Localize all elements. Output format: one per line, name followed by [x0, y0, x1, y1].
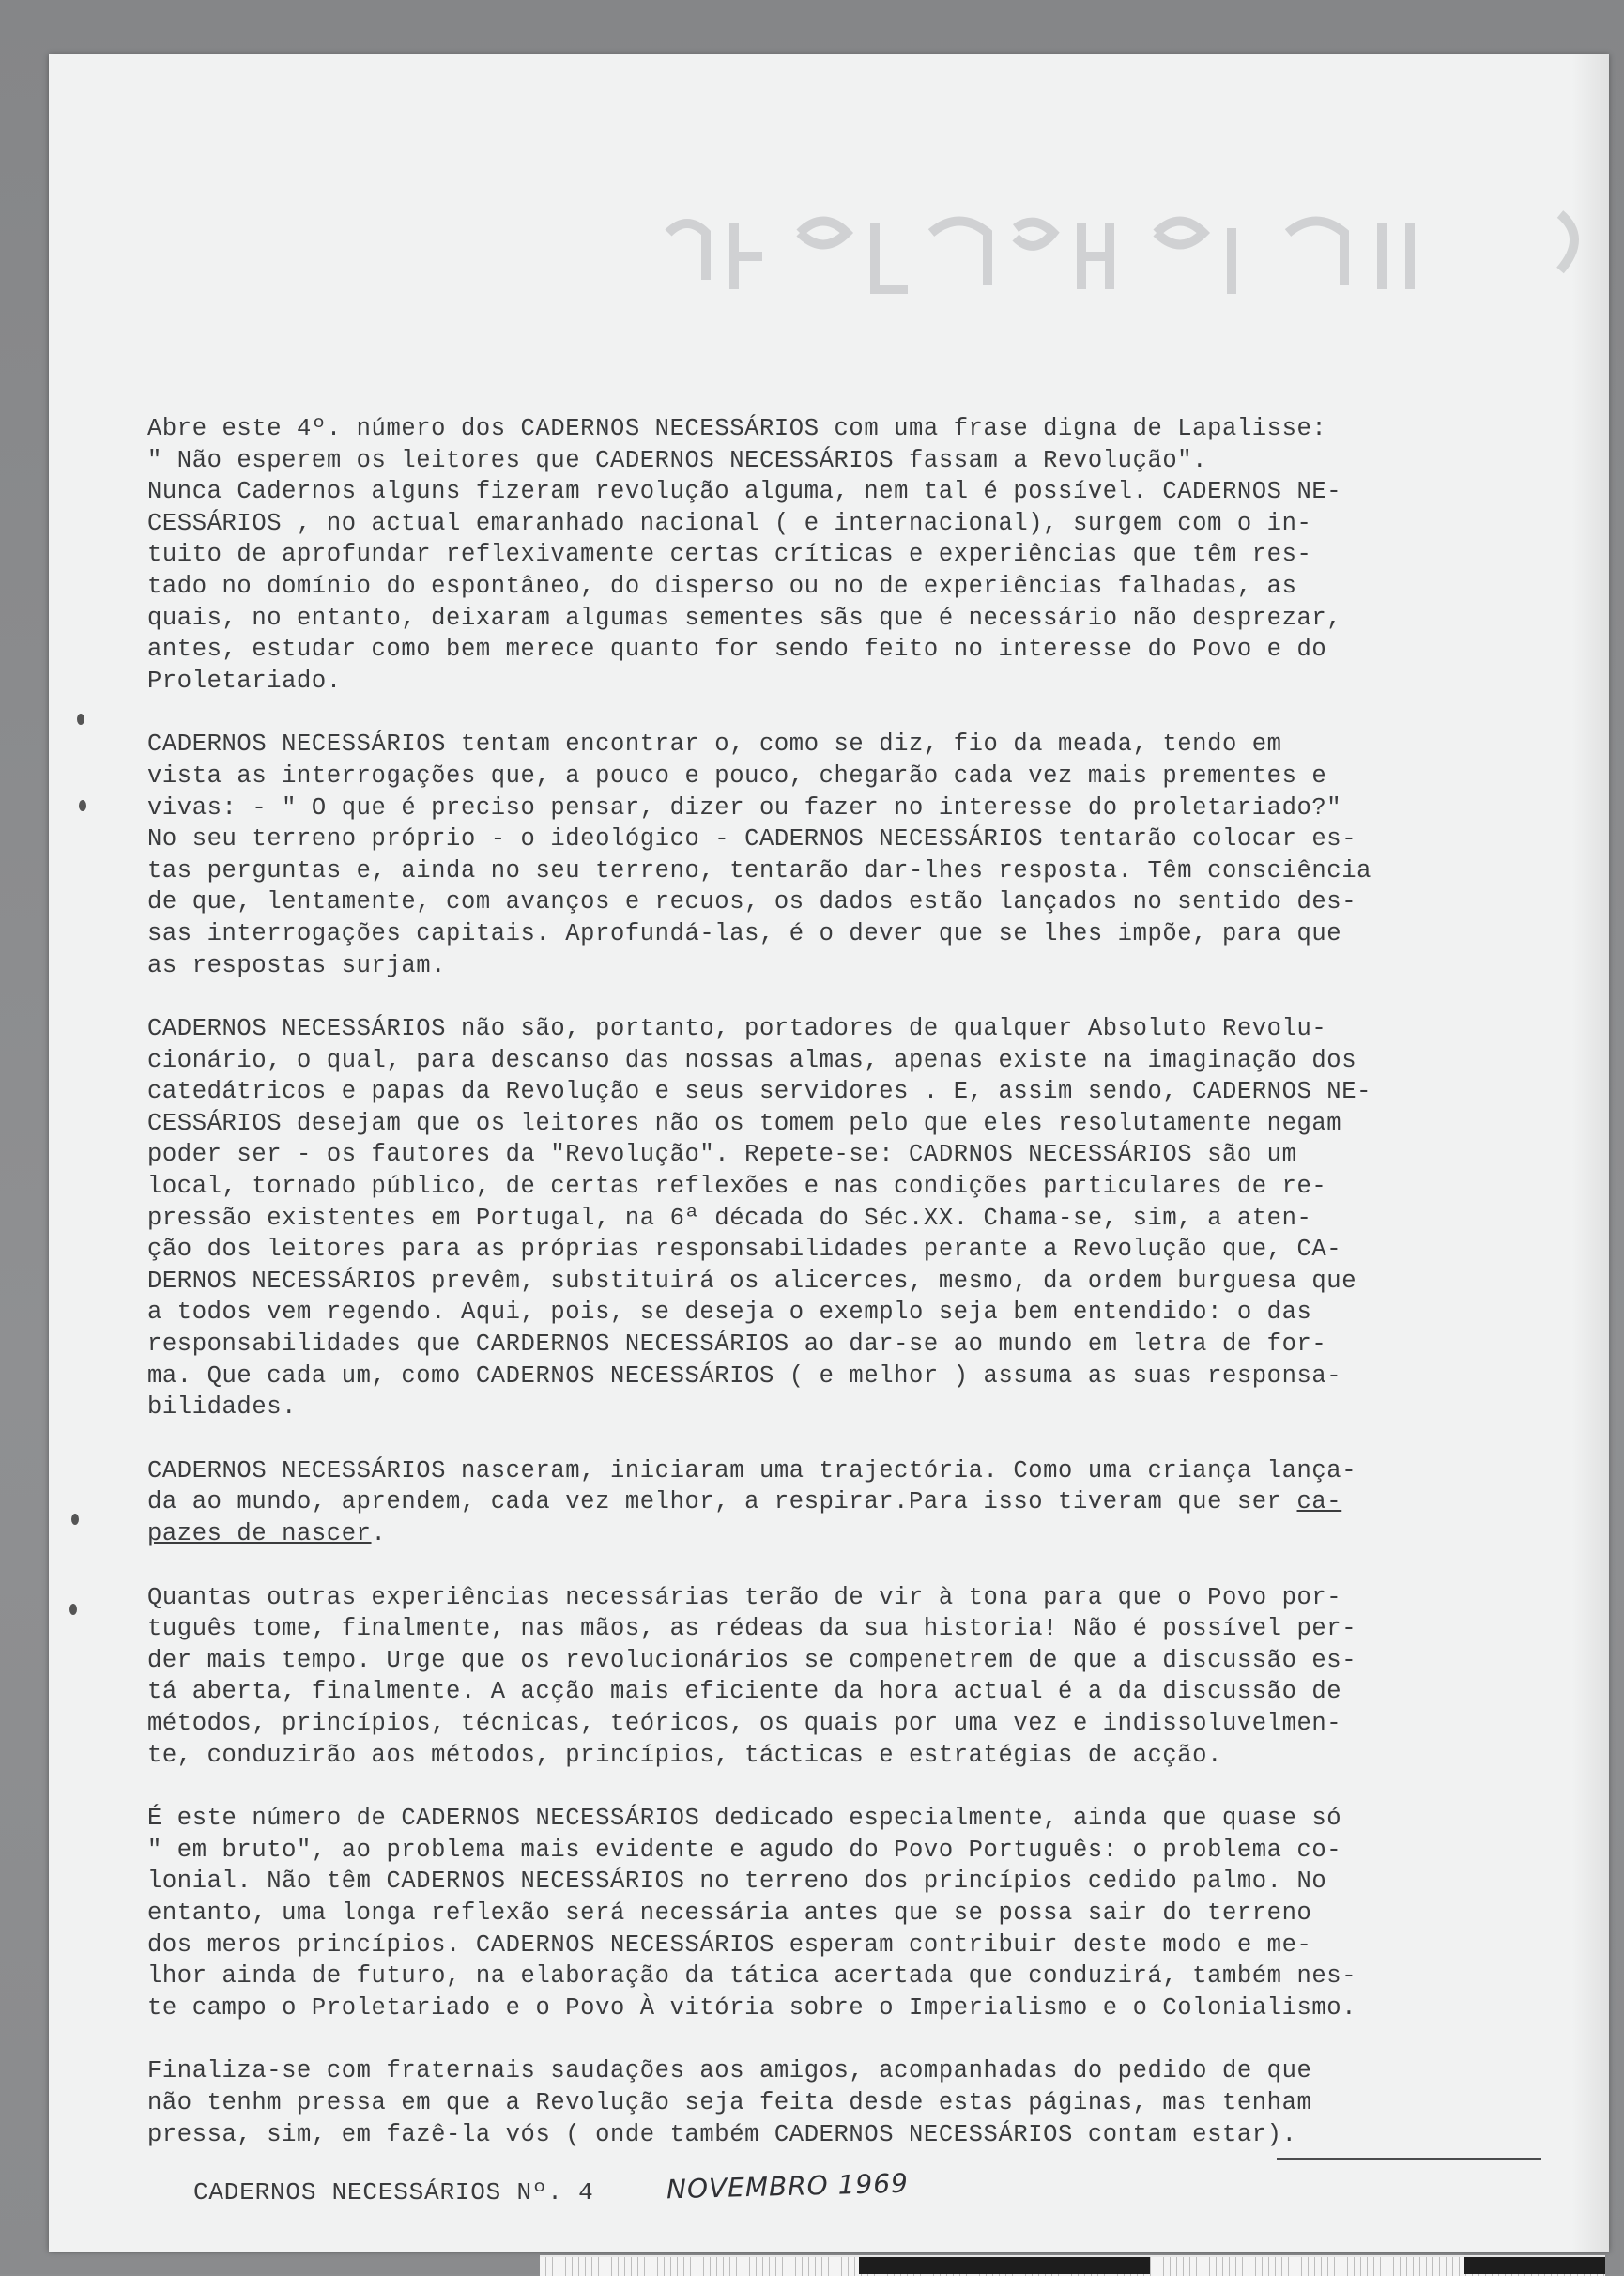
footer-title: CADERNOS NECESSÁRIOS Nº. 4 [193, 2178, 594, 2207]
binding-mark-4 [69, 1604, 77, 1615]
paragraph-5: Quantas outras experiências necessárias terão de vir à tona para que o Povo por- tuguês tome, finalmente, nas mãos, as rédeas da sua historia! Não é possível per- der mais tempo. Urge que os revolucionários se compenetrem de que a discussão es- tá aberta, finalmente. A acção mais eficiente da hora actual é a da discussão de métodos, princípios, técnicas, teóricos, os quais por uma vez e indissoluvelmen- te, conduzirão aos métodos, princípios, tácticas e estratégias de acção. [147, 1583, 1357, 1769]
paragraph-4-tail: . [371, 1520, 387, 1547]
binding-mark-2 [79, 800, 86, 811]
footer-rule [1277, 2158, 1541, 2160]
binding-mark-1 [77, 714, 84, 725]
underlined-phrase: ca- pazes de nascer [147, 1488, 1342, 1547]
paragraph-3: CADERNOS NECESSÁRIOS não são, portanto, portadores de qualquer Absoluto Revolu- cionário, o qual, para descanso das nossas almas, apenas existe na imaginação dos catedátricos e papas da Revolução e seus servidores . E, assim sendo, CADERNOS NE- CESSÁRIOS desejam que os leitores não os tomem pelo que eles resolutamente negam poder ser - os fautores da "Revolução". Repete-se: CADRNOS NECESSÁRIOS são um local, tornado público, de certas reflexões e nas condições particulares de re- pressão existentes em Portugal, na 6ª década do Séc.XX. Chama-se, sim, a aten- ção dos leitores para as próprias responsabilidades perante a Revolução que, CA- DERNOS NECESSÁRIOS prevêm, substituirá os alicerces, mesmo, da ordem burguesa que a todos vem regendo. Aqui, pois, se deseja o exemplo seja bem entendido: o das responsabilidades que CARDERNOS NECESSÁRIOS ao dar-se ao mundo em letra de for- ma. Que cada um, como CADERNOS NECESSÁRIOS ( e melhor ) assuma as suas responsa- bilidades. [147, 1015, 1372, 1422]
scale-ruler-dark-segment-2 [1464, 2257, 1605, 2274]
paragraph-7: Finaliza-se com fraternais saudações aos amigos, acompanhadas do pedido de que não tenhm pressa em que a Revolução seja feita desde estas páginas, mas tenham pressa, sim, em fazê-la vós ( onde também CADERNOS NECESSÁRIOS contam estar). [147, 2057, 1312, 2148]
paragraph-4 [147, 1455, 1574, 1550]
paragraph-1: Abre este 4º. número dos CADERNOS NECESSÁRIOS com uma frase digna de Lapalisse: " Não esperem os leitores que CADERNOS NECESSÁRIOS fassam a Revolução". Nunca Cadernos alguns fizeram revolução alguma, nem tal é possível. CADERNOS NE- CESSÁRIOS , no actual emaranhado nacional ( e internacional), surgem com o in- tuito de aprofundar reflexivamente certas críticas e experiências que têm res- tado no domínio do espontâneo, do disperso ou no de experiências falhadas, as quais, no entanto, deixaram algumas sementes sãs que é necessário não desprezar, antes, estudar como bem merece quanto for sendo feito no interesse do Povo e do Proletariado. [147, 415, 1342, 695]
page-edge-shadow [1571, 54, 1609, 2252]
binding-mark-3 [71, 1514, 79, 1525]
paragraph-4-text: CADERNOS NECESSÁRIOS nasceram, iniciaram uma trajectória. Como uma criança lança- da ao mundo, aprendem, cada vez melhor, a respirar.Para isso tiveram que ser [147, 1456, 1357, 1516]
footer-handwritten-date: NOVEMBRO 1969 [666, 2167, 910, 2206]
body-text [147, 413, 1574, 2182]
scale-ruler-dark-segment [859, 2257, 1150, 2274]
paragraph-6: É este número de CADERNOS NECESSÁRIOS dedicado especialmente, ainda que quase só " em bruto", ao problema mais evidente e agudo do Povo Português: o problema co- lonial. Não têm CADERNOS NECESSÁRIOS no terreno dos princípios cedido palmo. No entanto, uma longa reflexão será necessária antes que se possa sair do terreno dos meros princípios. CADERNOS NECESSÁRIOS esperam contribuir deste modo e me- lhor ainda de futuro, na elaboração da tática acertada que conduzirá, também nes- te campo o Proletariado e o Povo À vitória sobre o Imperialismo e o Colonialismo. [147, 1805, 1357, 2022]
paragraph-2: CADERNOS NECESSÁRIOS tentam encontrar o, como se diz, fio da meada, tendo em vista as interrogações que, a pouco e pouco, chegarão cada vez mais prementes e vivas: - " O que é preciso pensar, dizer ou fazer no interesse do proletariado?" No seu terreno próprio - o ideológico - CADERNOS NECESSÁRIOS tentarão colocar es- tas perguntas e, ainda no seu terreno, tentarão dar-lhes resposta. Têm consciência de que, lentamente, com avanços e recuos, os dados estão lançados no sentido des- sas interrogações capitais. Aprofundá-las, é o dever que se lhes impõe, para que as respostas surjam. [147, 730, 1372, 979]
bleed-through-marks [631, 167, 1607, 336]
